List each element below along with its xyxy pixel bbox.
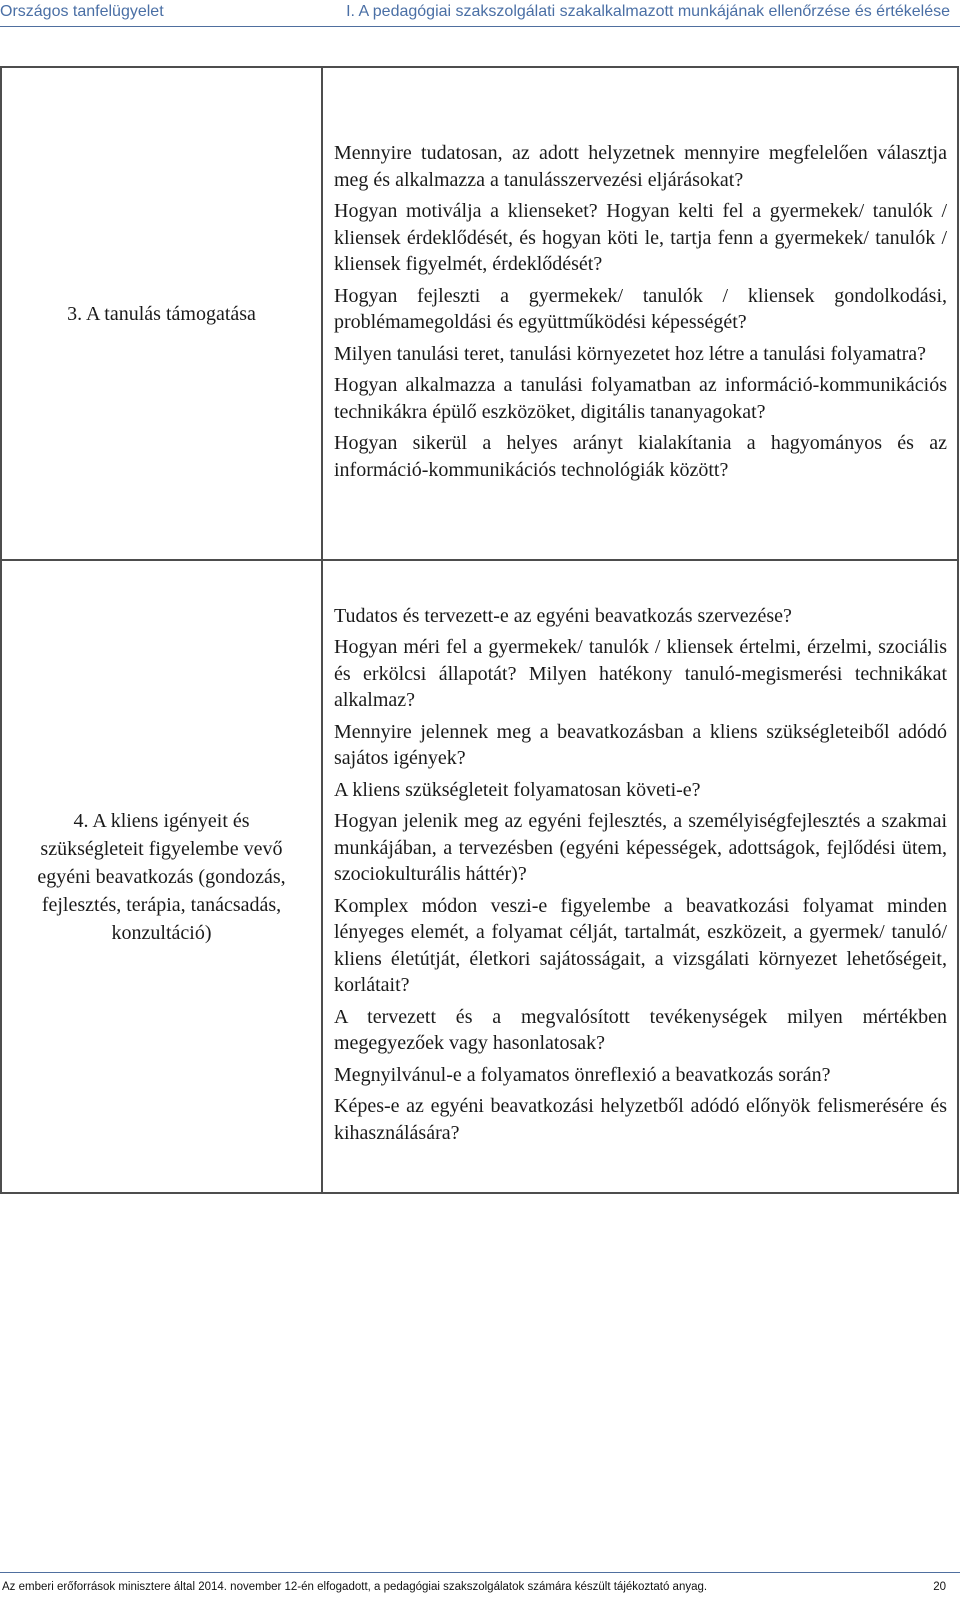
question-text: Milyen tanulási teret, tanulási környezetet hoz létre a tanulási folyamatra?	[334, 342, 926, 365]
question-text: Megnyilvánul-e a folyamatos önreflexió a beavatkozás során?	[334, 1063, 831, 1086]
question-text: A kliens szükségleteit folyamatosan követi-e?	[334, 778, 701, 801]
question-text: Mennyire jelennek meg a beavatkozásban a kliens szükségleteiből adódó sajátos igények?	[334, 720, 947, 770]
question-text: Hogyan alkalmazza a tanulási folyamatban az információ-kommunikációs technikákra épülő eszközöket, digitális tananyagokat?	[334, 374, 947, 423]
question-text: Hogyan jelenik meg az egyéni fejlesztés, a személyiségfejlesztés a szakmai munkájában, a tervezésben (egyéni képességek, adottságok, fejlődési ütem, szociokulturális háttér)?	[334, 810, 947, 886]
page-footer	[0, 1572, 960, 1601]
section-questions	[322, 67, 958, 560]
footer-note: Az emberi erőforrások minisztere által 2014. november 12-én elfogadott, a pedagógiai szakszolgálatok számára készült tájékoztató anyag.	[2, 1581, 708, 1593]
question-text: Hogyan motiválja a klienseket? Hogyan kelti fel a gyermekek/ tanulók / kliensek érdeklődését, és hogyan köti le, tartja fenn a gyermekek/ tanulók / kliensek figyelmét, érdeklődését?	[334, 200, 947, 275]
page-number: 20	[933, 1581, 946, 1593]
question-text: Hogyan sikerül a helyes arányt kialakítania a hagyományos és az információ-kommunikációs technológiák között?	[334, 432, 947, 481]
question-text: A tervezett és a megvalósított tevékenységek milyen mértékben megegyezőek vagy hasonlatosak?	[334, 1005, 947, 1055]
question-text: Komplex módon veszi-e figyelembe a beavatkozási folyamat minden lényeges elemét, a folyamat célját, tartalmát, eszközeit, a gyermek/ tanuló/ kliens életútját, életkori sajátosságait, a vizsgálati környezet lehetőségeit, korlátait?	[334, 894, 947, 997]
header-publisher: Országos tanfelügyelet	[0, 3, 164, 20]
section-questions	[322, 560, 958, 1193]
table-row	[1, 67, 958, 560]
section-title: 3. A tanulás támogatása	[1, 67, 322, 560]
table-row	[1, 560, 958, 1193]
page-header	[0, 0, 960, 27]
question-text: Mennyire tudatosan, az adott helyzetnek mennyire megfelelően választja meg és alkalmazza a tanulásszervezési eljárásokat?	[334, 142, 947, 191]
question-text: Képes-e az egyéni beavatkozási helyzetből adódó előnyök felismerésére és kihasználására?	[334, 1095, 947, 1144]
criteria-table	[0, 66, 959, 1194]
header-chapter-title: I. A pedagógiai szakszolgálati szakalkalmazott munkájának ellenőrzése és értékelése	[346, 3, 950, 20]
question-text: Hogyan méri fel a gyermekek/ tanulók / kliensek értelmi, érzelmi, szociális és erkölcsi állapotát? Milyen hatékony tanuló-megismerési technikákat alkalmaz?	[334, 636, 947, 712]
section-title: 4. A kliens igényeit és szükségleteit figyelembe vevő egyéni beavatkozás (gondozás, fejlesztés, terápia, tanácsadás, konzultáció)	[1, 560, 322, 1193]
question-text: Hogyan fejleszti a gyermekek/ tanulók / kliensek gondolkodási, problémamegoldási és együttműködési képességét?	[334, 284, 947, 333]
question-text: Tudatos és tervezett-e az egyéni beavatkozás szervezése?	[334, 604, 792, 627]
